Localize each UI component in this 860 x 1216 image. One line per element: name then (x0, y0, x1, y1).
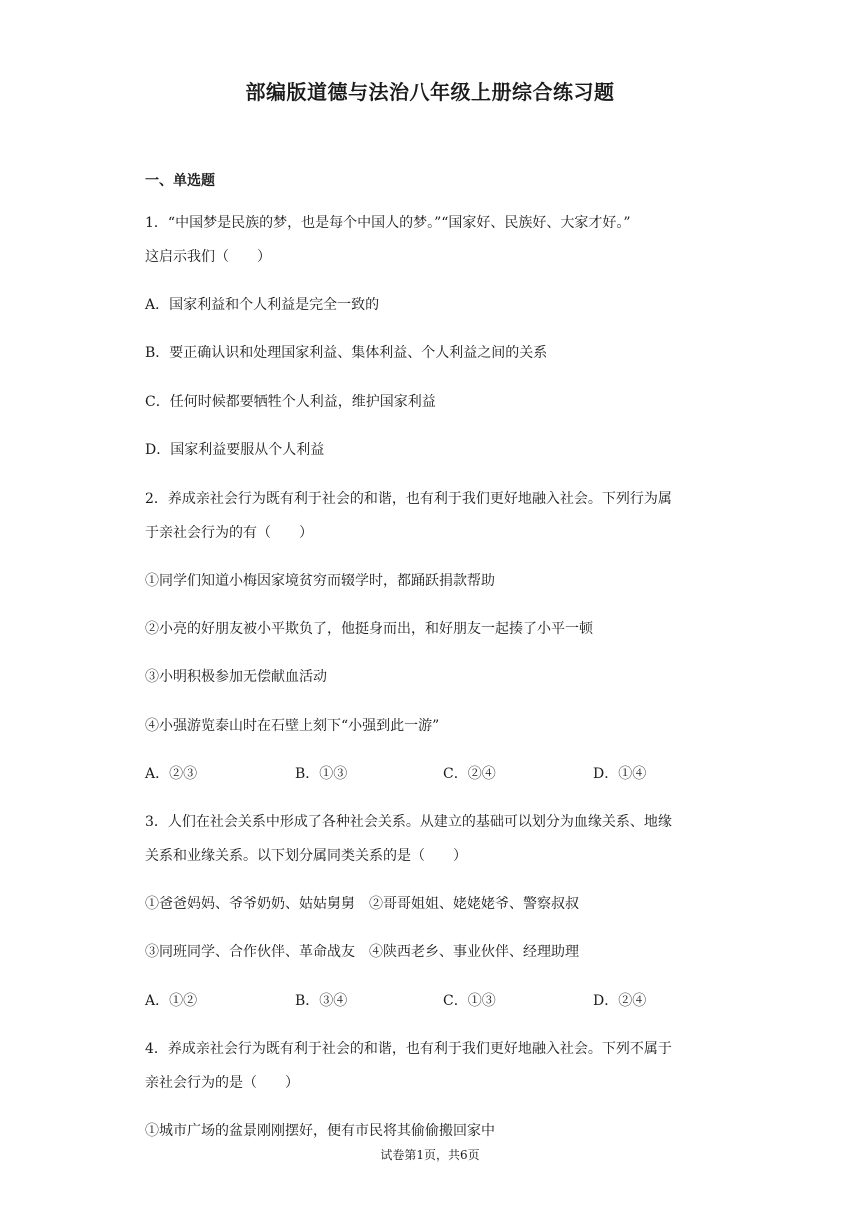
q3-option-d: D．②④ (593, 993, 647, 1009)
q4-item-1: ①城市广场的盆景刚刚摆好，便有市民将其偷偷搬回家中 (145, 1123, 495, 1139)
q1-option-d: D．国家利益要服从个人利益 (145, 442, 325, 458)
q3-option-a: A．①② (145, 993, 198, 1009)
q1-stem-line-1: 1．“中国梦是民族的梦，也是每个中国人的梦。”“国家好、民族好、大家才好。” (145, 215, 631, 231)
q4-stem-line-2: 亲社会行为的是（ ） (145, 1075, 299, 1091)
q2-item-2: ②小亮的好朋友被小平欺负了，他挺身而出，和好朋友一起揍了小平一顿 (145, 621, 593, 637)
page-title: 部编版道德与法治八年级上册综合练习题 (245, 80, 615, 104)
q2-option-a: A．②③ (145, 766, 198, 782)
q3-item-2: ③同班同学、合作伙伴、革命战友 ④陕西老乡、事业伙伴、经理助理 (145, 944, 579, 960)
page-footer: 试卷第1页，共6页 (380, 1148, 480, 1162)
section-heading: 一、单选题 (145, 173, 215, 189)
q1-option-c: C．任何时候都要牺牲个人利益，维护国家利益 (145, 394, 436, 410)
q2-option-c: C．②④ (443, 766, 496, 782)
q2-option-d: D．①④ (593, 766, 647, 782)
q1-stem-line-2: 这启示我们（ ） (145, 249, 271, 265)
q3-option-c: C．①③ (443, 993, 496, 1009)
q2-item-1: ①同学们知道小梅因家境贫穷而辍学时，都踊跃捐款帮助 (145, 573, 495, 589)
q1-option-b: B．要正确认识和处理国家利益、集体利益、个人利益之间的关系 (145, 345, 548, 361)
q2-item-3: ③小明积极参加无偿献血活动 (145, 669, 327, 685)
q2-stem-line-1: 2．养成亲社会行为既有利于社会的和谐，也有利于我们更好地融入社会。下列行为属 (145, 491, 672, 507)
q3-stem-line-1: 3．人们在社会关系中形成了各种社会关系。从建立的基础可以划分为血缘关系、地缘 (145, 814, 672, 830)
q3-stem-line-2: 关系和业缘关系。以下划分属同类关系的是（ ） (145, 848, 467, 864)
q2-stem-line-2: 于亲社会行为的有（ ） (145, 525, 313, 541)
q3-item-1: ①爸爸妈妈、爷爷奶奶、姑姑舅舅 ②哥哥姐姐、姥姥姥爷、警察叔叔 (145, 896, 579, 912)
q2-option-b: B．①③ (295, 766, 348, 782)
q1-option-a: A．国家利益和个人利益是完全一致的 (145, 297, 380, 313)
q3-option-b: B．③④ (295, 993, 348, 1009)
q2-item-4: ④小强游览泰山时在石壁上刻下“小强到此一游” (145, 718, 440, 734)
q4-stem-line-1: 4．养成亲社会行为既有利于社会的和谐，也有利于我们更好地融入社会。下列不属于 (145, 1041, 672, 1057)
